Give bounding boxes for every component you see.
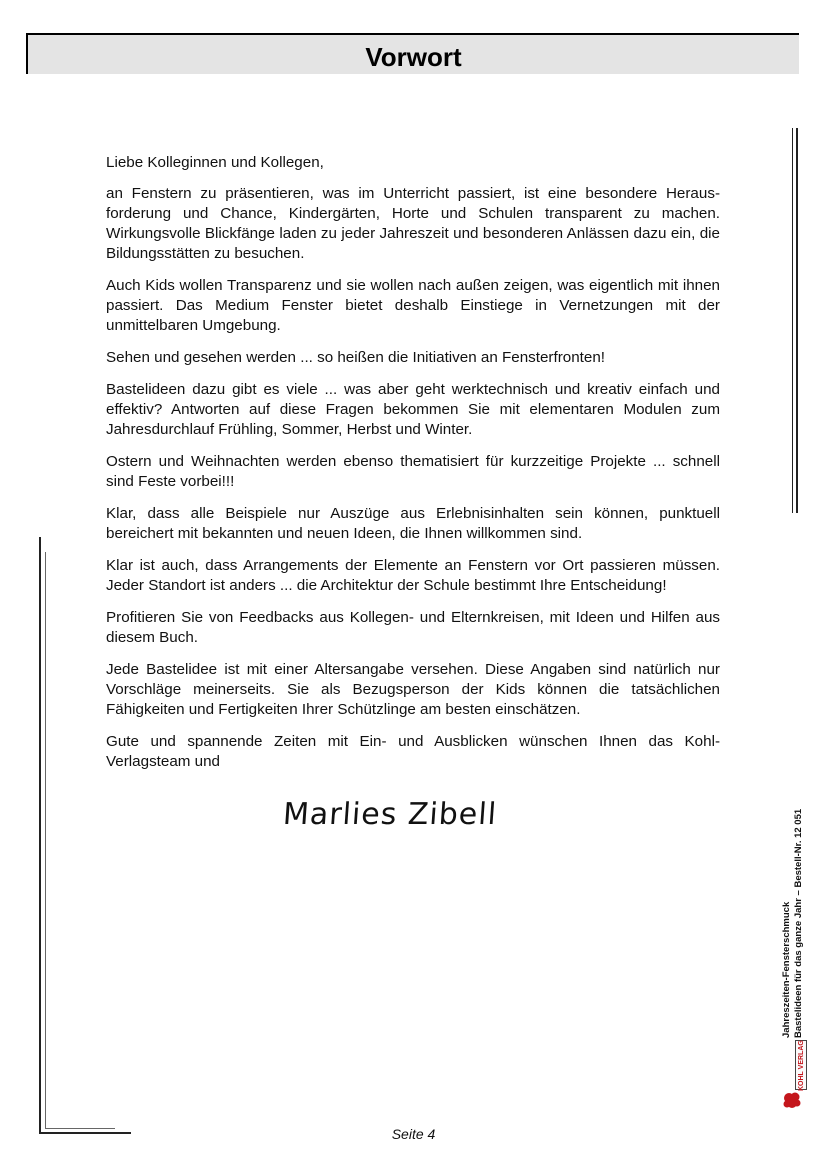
logo-box [795,1040,807,1090]
page-title: Vorwort [365,42,462,72]
paragraph: Bastelideen dazu gibt es viele ... was aber geht werktechnisch und kreativ einfach und effektiv? Antworten auf diese Fragen bekommen Sie mit elementaren Modulen zum Jahresdurchlauf Frühling, Sommer, Herbst und Winter. [106,381,720,438]
paragraph-closing: Gute und spannende Zeiten mit Ein- und Ausblicken wünschen Ihnen das Kohl-Verlagsteam und [106,733,720,770]
paragraph: Auch Kids wollen Transparenz und sie wollen nach außen zeigen, was eigentlich mit ihnen passiert. Das Medium Fenster bietet deshalb Einstiege in Vernetzungen mit der unmittelbaren Umgebung. [106,277,720,334]
paragraph: Profitieren Sie von Feedbacks aus Kollegen- und Elternkreisen, mit Ideen und Hilfen aus diesem Buch. [106,609,720,646]
body-text [106,153,720,784]
paragraph: Klar, dass alle Beispiele nur Auszüge aus Erlebnisinhalten sein können, punktuell bereichert mit bekannten und neuen Ideen, die Ihnen willkommen sind. [106,505,720,542]
paragraph: Klar ist auch, dass Arrangements der Elemente an Fenstern vor Ort passieren müssen. Jeder Standort ist anders ... die Architektur der Schule bestimmt Ihre Entscheidung! [106,557,720,594]
signature: Marlies Zibell [281,797,499,832]
left-frame-line [39,537,41,1134]
paragraph: an Fenstern zu präsentieren, was im Unterricht passiert, ist eine besondere Herausforderung und Chance, Kindergärten, Horte und Schulen transparent zu machen. Wirkungsvolle Blickfänge laden zu jeder Jahreszeit und besonderen Anlässen dazu ein, die Bildungsstätten zu besuchen. [106,185,720,262]
sidebar-book-info: Bastelideen für das ganze Jahr – Bestell-Nr. 12 051 [793,808,804,1038]
paragraph: Sehen und gesehen werden ... so heißen die Initiativen an Fensterfronten! [106,349,605,366]
title-bar [26,33,799,74]
paragraph-salutation: Liebe Kolleginnen und Kollegen, [106,154,324,171]
right-frame-line [792,128,793,513]
right-frame-line-bold [796,128,798,513]
publisher-logo [780,1040,812,1112]
logo-flower-icon [782,1090,802,1110]
page-number: Seite 4 [391,1126,436,1142]
sidebar-info [781,786,821,1038]
sidebar-text [781,786,821,1038]
left-frame-line-inner [45,552,46,1129]
paragraph: Jede Bastelidee ist mit einer Altersangabe versehen. Diese Angaben sind natürlich nur Vorschläge meinerseits. Sie als Bezugsperson der Kids können die tatsächlichen Fähigkeiten und Fertigkeiten Ihrer Schützlinge am besten einschätzen. [106,661,720,718]
sidebar-series-title: Jahreszeiten-Fensterschmuck [781,901,792,1038]
logo-text: KOHL VERLAG [798,1040,805,1091]
paragraph: Ostern und Weihnachten werden ebenso thematisiert für kurzzeitige Projekte ... schnell sind Feste vorbei!!! [106,453,720,490]
